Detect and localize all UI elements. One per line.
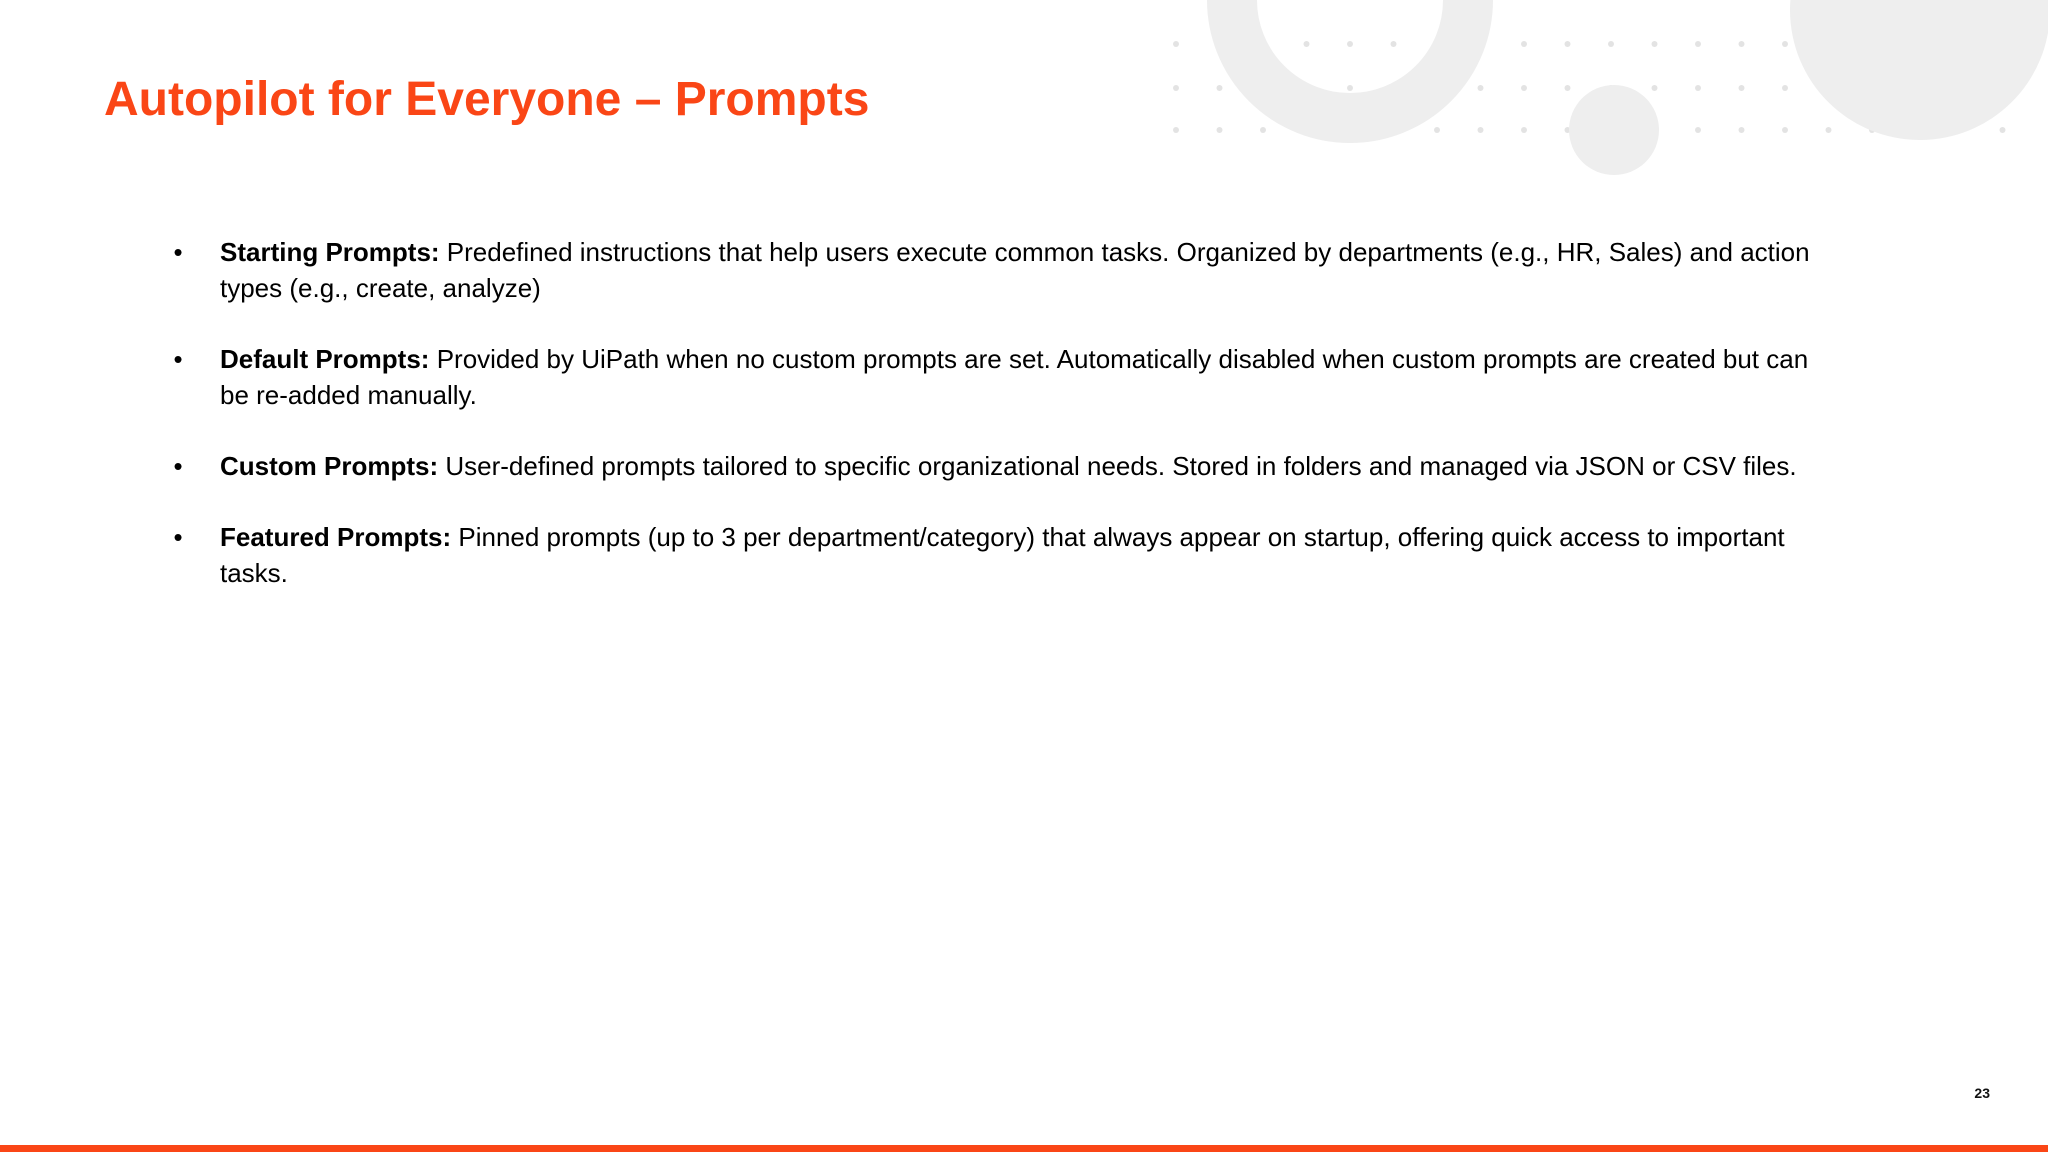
decor-dot	[1434, 127, 1440, 133]
decor-dot	[1521, 127, 1527, 133]
decor-dot	[1260, 127, 1266, 133]
decor-dot	[2000, 41, 2006, 47]
decor-dot	[1521, 85, 1527, 91]
slide-title: Autopilot for Everyone – Prompts	[104, 73, 870, 126]
bullet-starting-prompts	[170, 234, 1810, 306]
decor-dot	[1608, 41, 1614, 47]
decor-dot	[1391, 41, 1397, 47]
decor-dot	[1391, 127, 1397, 133]
bullet-marker: •	[173, 237, 183, 267]
decor-dot	[1565, 41, 1571, 47]
decor-dot	[1739, 41, 1745, 47]
decor-dot	[1217, 127, 1223, 133]
decor-dot	[1913, 41, 1919, 47]
decor-dot	[1304, 127, 1310, 133]
decor-dot	[1347, 85, 1353, 91]
decor-dot	[1652, 127, 1658, 133]
decor-dot	[2000, 127, 2006, 133]
bullet-term: Starting Prompts:	[220, 237, 440, 267]
bullet-marker: •	[173, 344, 183, 374]
decor-dot	[1913, 127, 1919, 133]
decor-dot	[1434, 41, 1440, 47]
decor-dot	[1869, 127, 1875, 133]
page-number: 23	[1974, 1085, 1990, 1101]
decor-dot	[1608, 127, 1614, 133]
decor-dot	[1913, 85, 1919, 91]
bullet-term: Custom Prompts:	[220, 451, 439, 481]
decor-dot	[1826, 41, 1832, 47]
decor-dot	[1173, 85, 1179, 91]
decor-dot	[1217, 85, 1223, 91]
bullet-marker: •	[173, 451, 183, 481]
decor-dot	[1217, 41, 1223, 47]
decor-dot	[1478, 41, 1484, 47]
decor-dot	[1739, 85, 1745, 91]
decor-dot	[1260, 85, 1266, 91]
dot-grid-pattern	[1173, 41, 2006, 133]
bullet-text: Provided by UiPath when no custom prompts are set. Automatically disabled when custom prompts are created but can be re-added manually.	[220, 344, 1809, 410]
bullet-featured-prompts	[170, 519, 1810, 591]
decor-dot	[1826, 85, 1832, 91]
decor-dot	[1521, 41, 1527, 47]
bullet-default-prompts	[170, 341, 1810, 413]
decor-dot	[1652, 85, 1658, 91]
large-circle-decoration	[1790, 0, 2048, 140]
decor-dot	[1565, 127, 1571, 133]
decor-dot	[1173, 41, 1179, 47]
decor-dot	[1782, 127, 1788, 133]
decor-dot	[2000, 85, 2006, 91]
decor-dot	[1695, 127, 1701, 133]
decor-dot	[1739, 127, 1745, 133]
decor-dot	[1347, 41, 1353, 47]
decor-dot	[1565, 85, 1571, 91]
decor-dot	[1391, 85, 1397, 91]
decor-dot	[1478, 85, 1484, 91]
decor-dot	[1956, 127, 1962, 133]
decor-dot	[1695, 85, 1701, 91]
decor-dot	[1695, 41, 1701, 47]
decor-dot	[1434, 85, 1440, 91]
decor-dot	[1652, 41, 1658, 47]
decor-dot	[1826, 127, 1832, 133]
bullet-text: Pinned prompts (up to 3 per department/category) that always appear on startup, offering quick access to important tasks.	[220, 522, 1785, 588]
bullet-marker: •	[173, 522, 183, 552]
bottom-accent-bar	[0, 1145, 2048, 1152]
bullet-custom-prompts	[170, 448, 1810, 484]
small-circle-decoration	[1569, 85, 1659, 175]
decor-dot	[1347, 127, 1353, 133]
bullet-list	[170, 234, 1810, 626]
bullet-term: Default Prompts:	[220, 344, 430, 374]
decor-dot	[1173, 127, 1179, 133]
bullet-term: Featured Prompts:	[220, 522, 452, 552]
decor-dot	[1608, 85, 1614, 91]
decor-dot	[1304, 41, 1310, 47]
decor-dot	[1869, 85, 1875, 91]
decor-dot	[1260, 41, 1266, 47]
decor-dot	[1956, 41, 1962, 47]
bullet-text: User-defined prompts tailored to specific organizational needs. Stored in folders and managed via JSON or CSV files.	[438, 451, 1797, 481]
decor-dot	[1304, 85, 1310, 91]
ring-decoration	[1232, 0, 1468, 118]
decor-dot	[1869, 41, 1875, 47]
decor-dot	[1782, 41, 1788, 47]
decor-dot	[1782, 85, 1788, 91]
decor-dot	[1956, 85, 1962, 91]
decor-dot	[1478, 127, 1484, 133]
bullet-text: Predefined instructions that help users execute common tasks. Organized by departments (e.g., HR, Sales) and action types (e.g., create, analyze)	[220, 237, 1810, 303]
